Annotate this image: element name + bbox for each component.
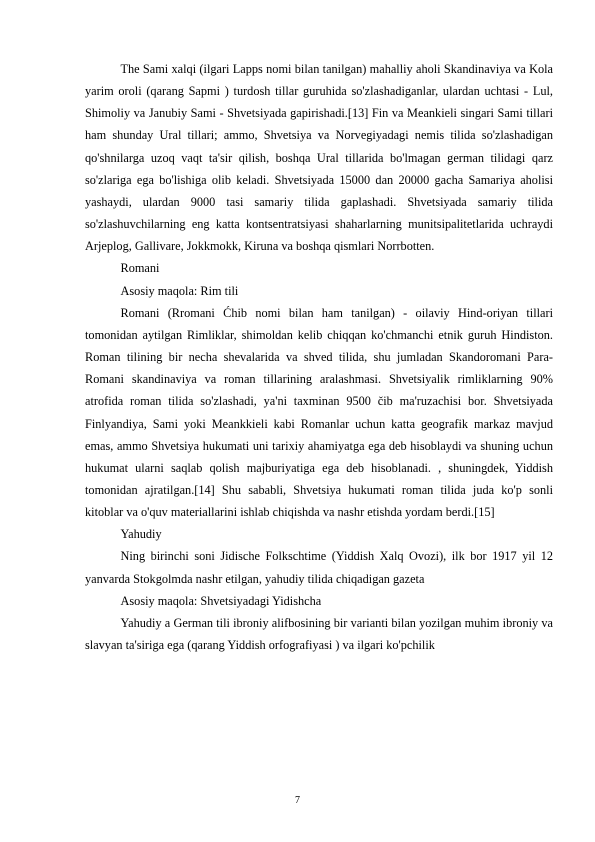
paragraph-sami-people: The Sami xalqi (ilgari Lapps nomi bilan tanilgan) mahalliy aholi Skandinaviya va Kola yarim oroli (qarang Sapmi ) turdosh tillar guruhida so'zlashadiganlar, ulardan uchtasi - Lul, Shimoliy va Janubiy Sami - Shvetsiyada gapirishadi.[13] Fin va Meankieli singari Sami tillari ham shunday Ural tillari; ammo, Shvetsiya va Norvegiyadagi nemis tilida so'zlashadigan qo'shnilarga uzoq vaqt ta'sir qilish, boshqa Ural tillarida bo'lmagan german tilidagi qarz so'zlariga ega bo'lishiga olib keladi. Shvetsiyada 15000 dan 20000 gacha Samariya aholisi yashaydi, ulardan 9000 tasi samariy tilida gaplashadi. Shvetsiyada samariy tilida so'zlashuvchilarning eng katta kontsentratsiyasi shaharlarning munitsipalitetlarida uchraydi Arjeplog, Gallivare, Jokkmokk, Kiruna va boshqa qismlari Norrbotten. bbox=[85, 62, 553, 254]
paragraph-romani: Romani (Rromani Ćhib nomi bilan ham tanilgan) - oilaviy Hind-oriyan tillari tomonidan aytilgan Rimliklar, shimoldan kelib chiqqan ko'chmanchi etnik guruh Hindiston. Roman tilining bir necha shevalarida va shved tilida, shu jumladan Skandoromani Para-Romani skandinaviya va roman tillarining aralashmasi. Shvetsiyalik rimliklarning 90% atrofida roman tilida so'zlashadi, ya'ni taxminan 9500 čib ma'ruzachisi bor. Shvetsiyada Finlyandiya, Sami yoki Meankkieli kabi Romanlar uchun katta geografik markaz mavjud emas, ammo Shvetsiya hukumati uni tarixiy ahamiyatga ega deb hisoblaydi va shuning uchun hukumat ularni saqlab qolish majburiyatiga ega deb hisoblanadi. , shuningdek, Yiddish tomonidan ajratilgan.[14] Shu sababli, Shvetsiya hukumati roman tilida juda ko'p sonli kitoblar va o'quv materiallarini ishlab chiqishda va nashr etishda yordam berdi.[15] bbox=[85, 305, 553, 520]
document-body bbox=[85, 58, 553, 656]
paragraph-yiddish-newspaper: Ning birinchi soni Jidische Folkschtime (Yiddish Xalq Ovozi), ilk bor 1917 yil 12 yanvarda Stokgolmda nashr etilgan, yahudiy tilida chiqadigan gazeta bbox=[85, 549, 553, 586]
page-number: 7 bbox=[295, 795, 300, 806]
heading-yiddish: Yahudiy bbox=[120, 527, 162, 542]
paragraph-yiddish-language: Yahudiy a German tili ibroniy alifbosining bir varianti bilan yozilgan muhim ibroniy va slavyan ta'siriga ega (qarang Yiddish orfografiyasi ) va ilgari ko'pchilik bbox=[85, 615, 553, 653]
heading-romani: Romani bbox=[120, 261, 160, 276]
main-article-yiddish: Asosiy maqola: Shvetsiyadagi Yidishcha bbox=[120, 593, 322, 608]
main-article-romani: Asosiy maqola: Rim tili bbox=[120, 283, 239, 298]
